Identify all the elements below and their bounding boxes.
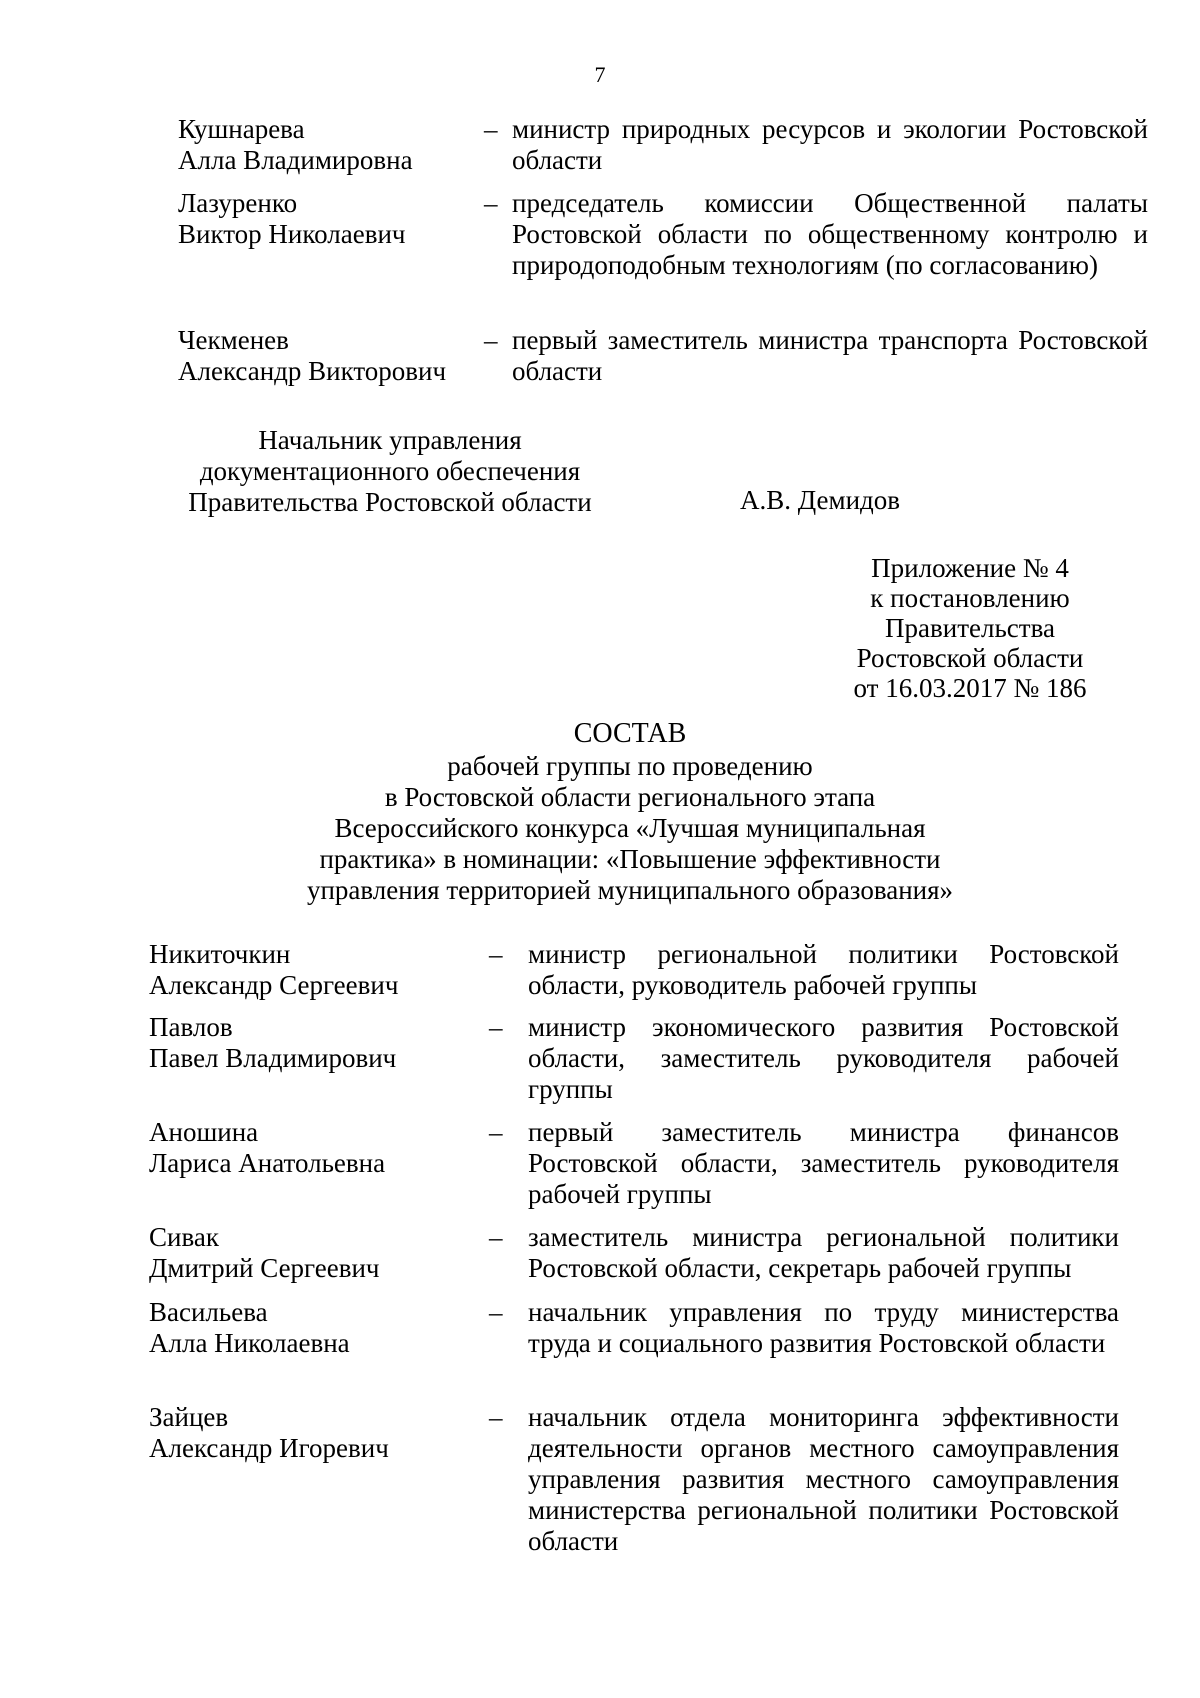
member-surname: Васильева [149,1297,268,1327]
member-entry-chekmenev [178,325,1148,387]
member-given-names: Виктор Николаевич [178,219,406,249]
member-given-names: Алла Владимировна [178,145,413,175]
member-role: начальник отдела мониторинга эффективности деятельности органов местного самоуправления управления развития местного самоуправления министерства региональной политики Ростовской области [528,1402,1119,1556]
group-member-nikitochkin [149,939,1119,1001]
member-role: министр региональной политики Ростовской области, руководитель рабочей группы [528,939,1119,1000]
member-surname: Чекменев [178,325,289,355]
appendix-line: к постановлению [870,583,1070,613]
member-surname: Аношина [149,1117,259,1147]
member-surname: Кушнарева [178,114,305,144]
member-name [149,1117,385,1179]
member-given-names: Алла Николаевна [149,1328,350,1358]
member-surname: Сивак [149,1222,219,1252]
member-role: председатель комиссии Общественной палаты Ростовской области по общественному контролю и природоподобным технологиям (по согласованию) [512,188,1148,280]
member-role: министр природных ресурсов и экологии Ростовской области [512,114,1148,175]
composition-heading [200,718,1060,906]
member-dash: – [489,939,503,969]
group-member-anoshina [149,1117,1119,1210]
group-member-pavlov [149,1012,1119,1105]
signer-name: А.В. Демидов [740,485,901,515]
member-surname: Зайцев [149,1402,229,1432]
signature-position-line: Начальник управления [258,425,522,455]
group-member-sivak [149,1222,1119,1284]
member-name [149,1402,389,1464]
member-name [149,1297,350,1359]
member-name [149,1222,380,1284]
signature-position-line: Правительства Ростовской области [188,487,592,517]
member-given-names: Александр Викторович [178,356,447,386]
heading-line: практика» в номинации: «Повышение эффективности [319,844,941,874]
signature-position [170,425,610,518]
member-dash: – [489,1117,503,1147]
member-dash: – [484,188,498,218]
heading-line: в Ростовской области регионального этапа [384,782,876,812]
heading-line: управления территорией муниципального образования» [306,875,954,905]
member-surname: Павлов [149,1012,233,1042]
group-member-vasilyeva [149,1297,1119,1390]
member-name [178,114,413,176]
member-entry-lazurenko [178,188,1148,312]
group-member-zaitsev [149,1402,1119,1557]
appendix-line: Ростовской области [856,643,1084,673]
member-role: начальник управления по труду министерства труда и социального развития Ростовской области [528,1297,1119,1358]
page-number: 7 [594,62,606,87]
appendix-line: Приложение № 4 [871,553,1069,583]
member-surname: Лазуренко [178,188,298,218]
member-name [149,1012,396,1074]
member-name [178,188,405,250]
member-given-names: Дмитрий Сергеевич [149,1253,380,1283]
member-role: первый заместитель министра финансов Ростовской области, заместитель руководителя рабочей группы [528,1117,1119,1209]
member-given-names: Александр Сергеевич [149,970,399,1000]
heading-line: рабочей группы по проведению [447,751,813,781]
member-surname: Никиточкин [149,939,291,969]
member-role: первый заместитель министра транспорта Ростовской области [512,325,1148,386]
member-given-names: Павел Владимирович [149,1043,397,1073]
member-dash: – [489,1297,503,1327]
heading-title: СОСТАВ [573,718,687,749]
member-dash: – [484,114,498,144]
appendix-reference [830,553,1110,703]
signature-position-line: документационного обеспечения [199,456,581,486]
member-given-names: Александр Игоревич [149,1433,389,1463]
member-given-names: Лариса Анатольевна [149,1148,386,1178]
member-dash: – [489,1402,503,1432]
member-dash: – [484,325,498,355]
appendix-line: от 16.03.2017 № 186 [853,673,1087,703]
member-role: министр экономического развития Ростовской области, заместитель руководителя рабочей группы [528,1012,1119,1104]
member-dash: – [489,1222,503,1252]
member-name [149,939,398,1001]
appendix-line: Правительства [885,613,1055,643]
member-entry-kushnareva [178,114,1148,176]
member-dash: – [489,1012,503,1042]
member-name [178,325,446,387]
member-role: заместитель министра региональной политики Ростовской области, секретарь рабочей группы [528,1222,1119,1283]
heading-line: Всероссийского конкурса «Лучшая муниципальная [334,813,926,843]
